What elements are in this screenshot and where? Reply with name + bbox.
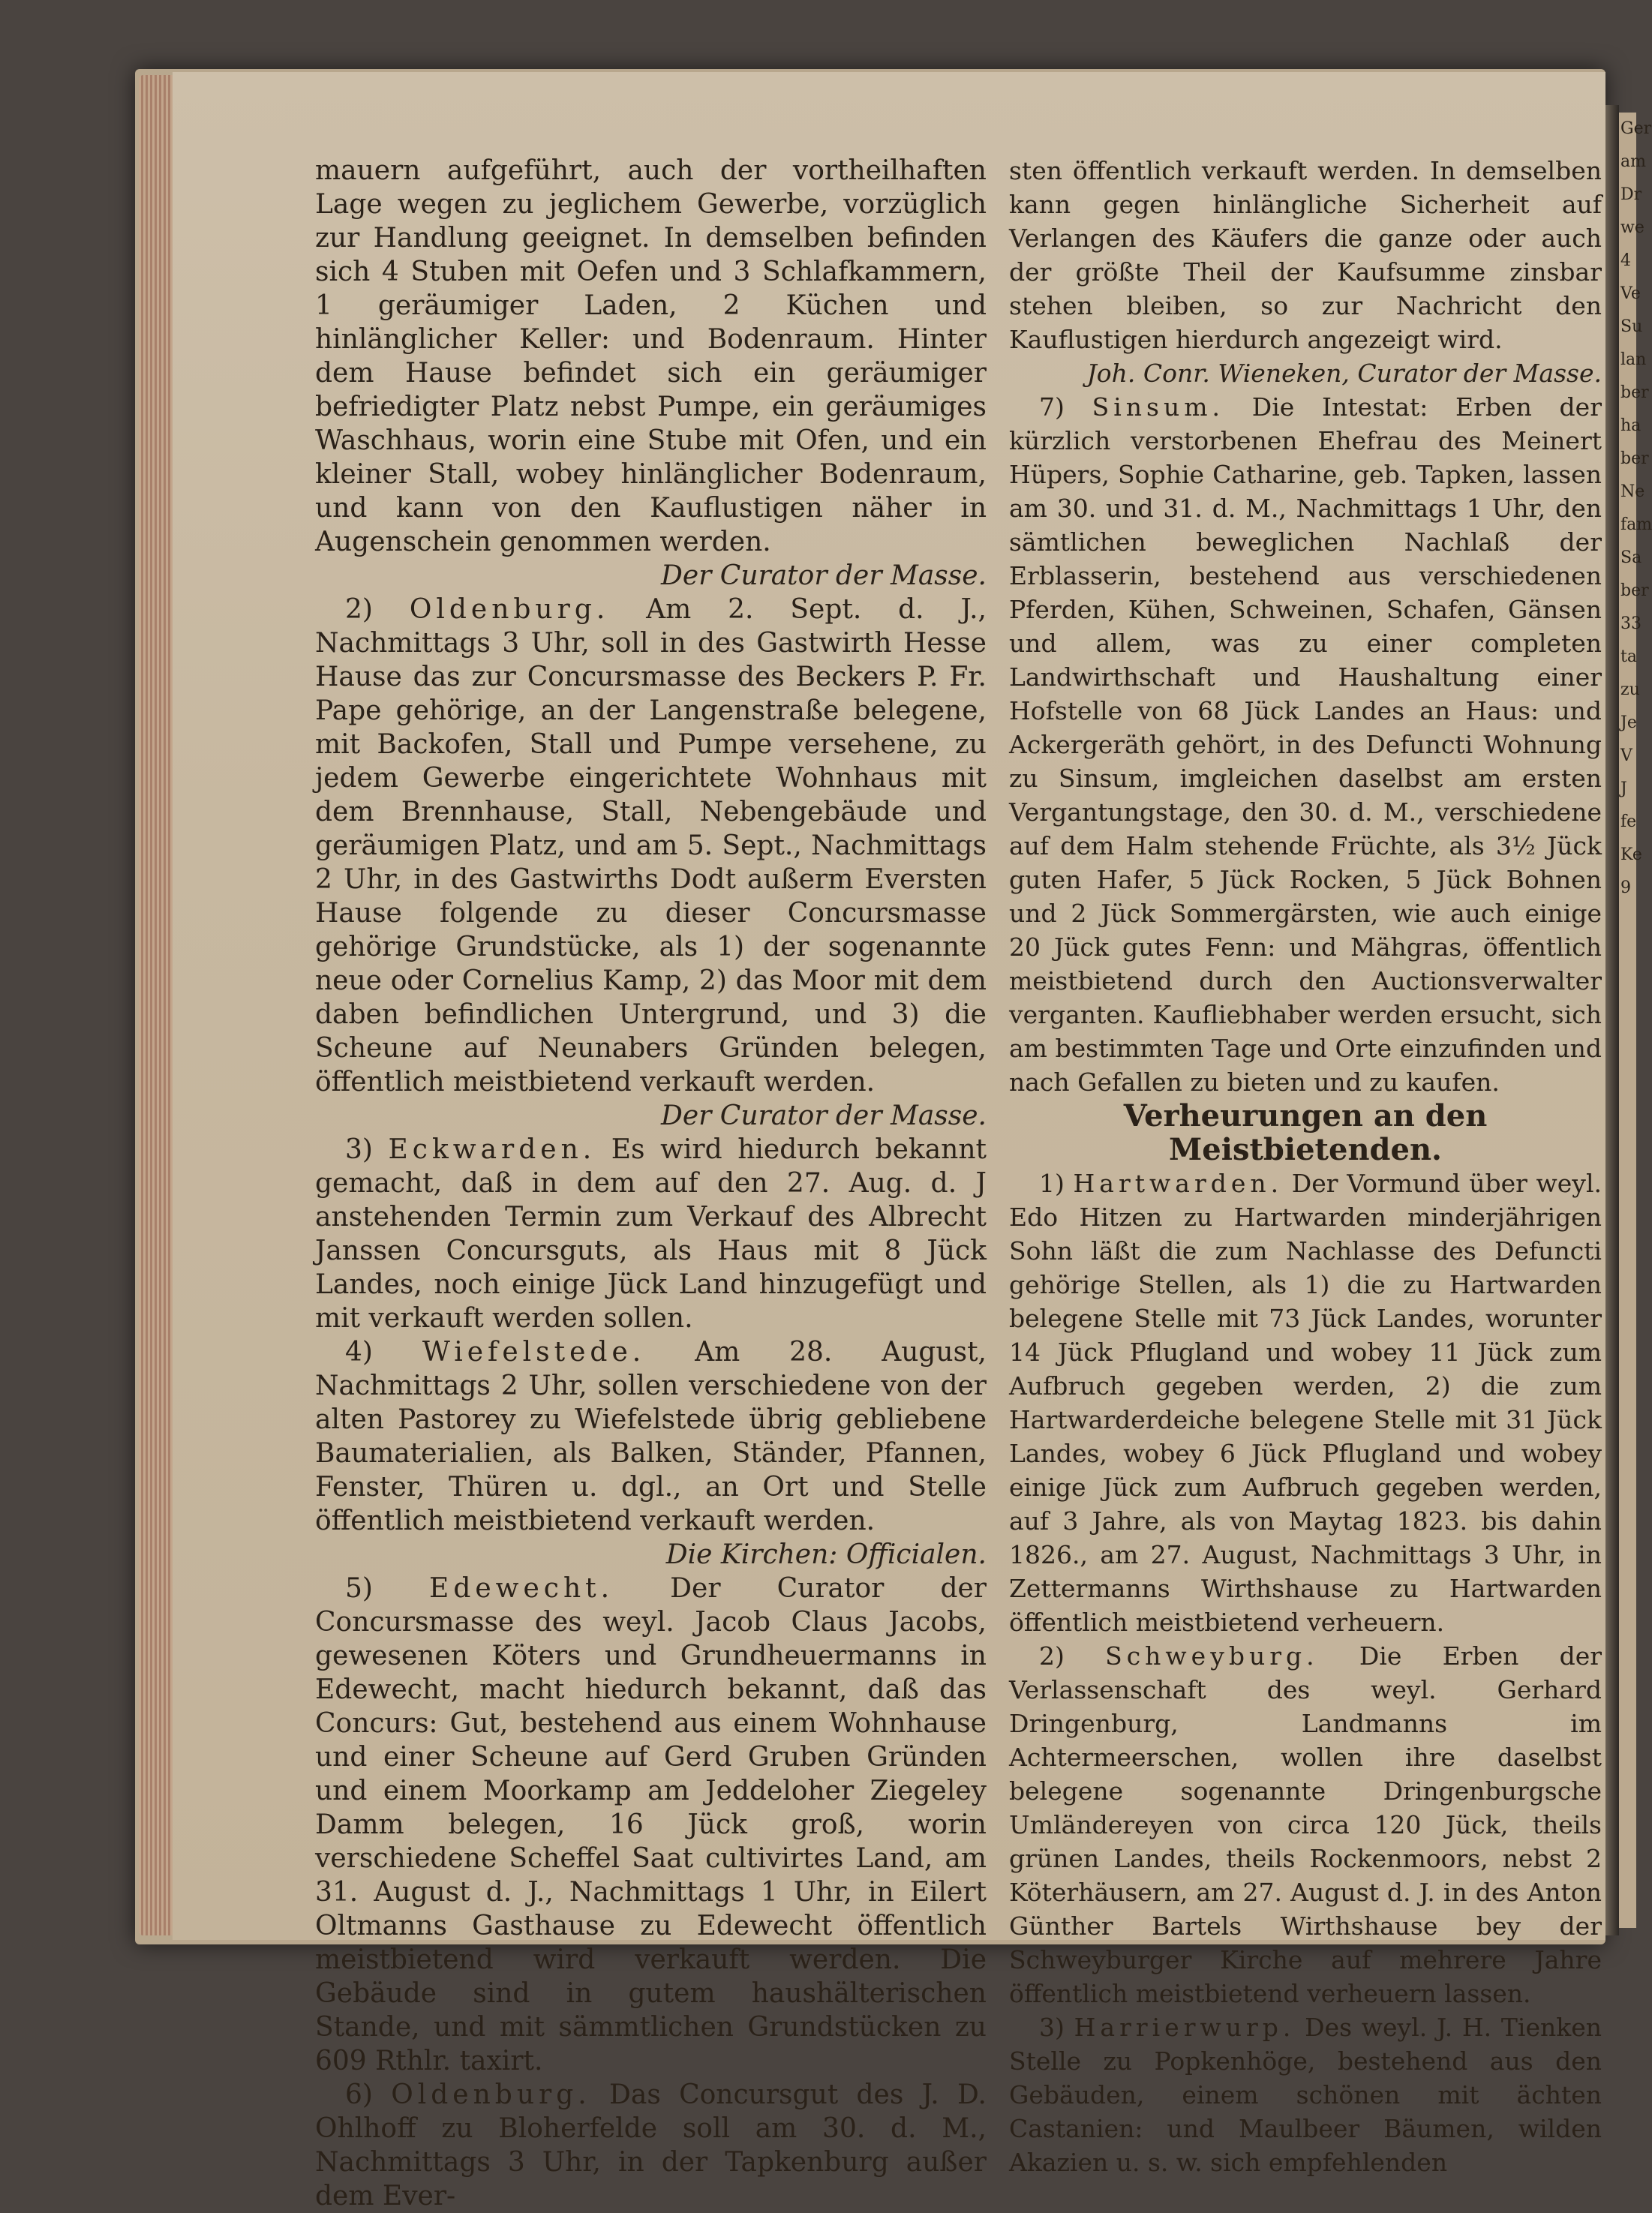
next-page-fragment: V	[1620, 746, 1632, 765]
next-page-fragment: Su	[1620, 317, 1643, 336]
notice-3: 3) Eckwarden. Es wird hiedurch bekannt gemacht, daß in dem auf den 27. Aug. d. J anstehenden Termin zum Verkauf des Albrecht Janssen Concursguts, als Haus mit 8 Jück Landes, noch einige Jück Land hinzugefügt und mit verkauft werden sollen.	[315, 1134, 987, 1334]
place-name: Eckwarden.	[388, 1134, 596, 1165]
next-page-fragment: ber	[1620, 581, 1649, 600]
next-page-fragment: Ve	[1620, 284, 1641, 303]
place-name: Hartwarden.	[1073, 1169, 1284, 1198]
left-column	[315, 154, 987, 2213]
next-page-fragment: fe	[1620, 812, 1637, 831]
next-page-fragment: ha	[1620, 416, 1641, 435]
next-page-fragment: Ke	[1620, 845, 1642, 864]
notice-2: 2) Oldenburg. Am 2. Sept. d. J., Nachmittags 3 Uhr, soll in des Gastwirth Hesse Hause das zur Concursmasse des Beckers P. Fr. Pape gehörige, an der Langenstraße belegene, mit Backofen, Stall und Pumpe versehene, zu jedem Gewerbe eingerichtete Wohnhaus mit dem Brennhause, Stall, Nebengebäude und geräumigen Platz, und am 5. Sept., Nachmittags 2 Uhr, in des Gastwirths Dodt außerm Eversten Hause folgende zu dieser Concursmasse gehörige Grundstücke, als 1) der sogenannte neue oder Cornelius Kamp, 2) das Moor mit dem daben befindlichen Untergrund, und 3) die Scheune auf Neunabers Gründen belegen, öffentlich meistbietend verkauft werden. Der Curator der Masse.	[315, 594, 987, 1131]
place-name: Harrierwurp.	[1074, 2013, 1296, 2042]
place-name: Schweyburg.	[1105, 1641, 1319, 1671]
next-page-fragment: Ger	[1620, 119, 1652, 138]
notice-5: 5) Edewecht. Der Curator der Concursmasse des weyl. Jacob Claus Jacobs, gewesenen Köters und Grundheuermanns in Edewecht, macht hiedurch bekannt, daß das Concurs: Gut, bestehend aus einem Wohnhause und einer Scheune auf Gerd Gruben Gründen und einem Moorkamp am Jeddeloher Ziegeley Damm belegen, 16 Jück groß, worin verschiedene Scheffel Saat cultivirtes Land, am 31. August d. J., Nachmittags 1 Uhr, in Eilert Oltmanns Gasthause zu Edewecht öffentlich meistbietend wird verkauft werden. Die Gebäude sind in gutem haushälterischen Stande, und mit sämmtlichen Grundstücken zu 609 Rthlr. taxirt.	[315, 1573, 987, 2076]
next-page-fragment: Sa	[1620, 548, 1642, 567]
next-page-fragment: zu	[1620, 680, 1640, 699]
next-page-fragment: 9	[1620, 878, 1631, 897]
next-page-fragment: J	[1620, 779, 1627, 798]
paragraph: mauern aufgeführt, auch der vortheilhaften Lage wegen zu jeglichem Gewerbe, vorzüglich zur Handlung geeignet. In demselben befinden sich 4 Stuben mit Oefen und 3 Schlafkammern, 1 geräumiger Laden, 2 Küchen und hinlänglicher Keller: und Bodenraum. Hinter dem Hause befindet sich ein geräumiger befriedigter Platz nebst Pumpe, ein geräumiges Waschhaus, worin eine Stube mit Ofen, und ein kleiner Stall, wobey hinlänglicher Bodenraum, und kann von den Kauflustigen näher in Augenschein genommen werden. Der Curator der Masse.	[315, 155, 987, 591]
next-page-fragment: ber	[1620, 449, 1649, 468]
next-page-fragment: ta	[1620, 647, 1637, 666]
signature: Der Curator der Masse.	[660, 1100, 987, 1131]
next-page-fragment: am	[1620, 152, 1646, 171]
signature: Die Kirchen: Officialen.	[665, 1539, 987, 1570]
page-edges	[139, 75, 176, 1935]
place-name: Oldenburg.	[409, 594, 610, 625]
rental-3: 3) Harrierwurp. Des weyl. J. H. Tienken Stelle zu Popkenhöge, bestehend aus den Gebäuden, einem schönen mit ächten Castanien: und Maulbeer Bäumen, wilden Akazien u. s. w. sich empfehlenden	[1009, 2013, 1602, 2177]
section-heading: Verheurungen an den Meistbietenden.	[1123, 1098, 1488, 1167]
next-page-fragment: Je	[1620, 713, 1637, 732]
notice-7: 7) Sinsum. Die Intestat: Erben der kürzlich verstorbenen Ehefrau des Meinert Hüpers, Sophie Catharine, geb. Tapken, lassen am 30. und 31. d. M., Nachmittags 1 Uhr, den sämtlichen beweglichen Nachlaß der Erblasserin, bestehend aus verschiedenen Pferden, Kühen, Schweinen, Schafen, Gänsen und allem, was zu einer completen Landwirthschaft und Haushaltung einer Hofstelle von 68 Jück Landes an Haus: und Ackergeräth gehört, in des Defuncti Wohnung zu Sinsum, imgleichen daselbst am ersten Vergantungstage, den 30. d. M., verschiedene auf dem Halm stehende Früchte, als 3½ Jück guten Hafer, 5 Jück Rocken, 5 Jück Bohnen und 2 Jück Sommergärsten, wie auch einige 20 Jück gutes Fenn: und Mähgras, öffentlich meistbietend durch den Auctionsverwalter verganten. Kaufliebhaber werden ersucht, sich am bestimmten Tage und Orte einzufinden und nach Gefallen zu bieten und zu kaufen.	[1009, 392, 1602, 1097]
rental-1: 1) Hartwarden. Der Vormund über weyl. Edo Hitzen zu Hartwarden minderjährigen Sohn läßt die zum Nachlasse des Defuncti gehörige Stellen, als 1) die zu Hartwarden belegene Stelle mit 73 Jück Landes, worunter 14 Jück Pflugland und wobey 11 Jück zum Aufbruch gegeben werden, 2) die zum Hartwarderdeiche belegene Stelle mit 31 Jück Landes, wobey 6 Jück Pflugland und wobey einige Jück zum Aufbruch gegeben werden, auf 3 Jahre, als von Maytag 1823. bis dahin 1826., am 27. August, Nachmittags 3 Uhr, in Zettermanns Wirthshause zu Hartwarden öffentlich meistbietend verheuern.	[1009, 1169, 1602, 1637]
notice-4: 4) Wiefelstede. Am 28. August, Nachmittags 2 Uhr, sollen verschiedene von der alten Pastorey zu Wiefelstede übrig gebliebene Baumaterialien, als Balken, Ständer, Pfannen, Fenster, Thüren u. dgl., an Ort und Stelle öffentlich meistbietend verkauft werden. Die Kirchen: Officialen.	[315, 1337, 987, 1570]
paragraph: sten öffentlich verkauft werden. In demselben kann gegen hinlängliche Sicherheit auf Verlangen des Käufers die ganze oder auch der größte Theil der Kaufsumme zinsbar stehen bleiben, so zur Nachricht den Kauflustigen hierdurch angezeigt wird. Joh. Conr. Wieneken, Curator der Masse.	[1009, 154, 1602, 390]
next-page-fragment: 33	[1620, 614, 1641, 633]
place-name: Sinsum.	[1092, 392, 1224, 422]
notice-6: 6) Oldenburg. Das Concursgut des J. D. Ohlhoff zu Bloherfelde soll am 30. d. M., Nachmittags 3 Uhr, in der Tapkenburg außer dem Ever-	[315, 2079, 987, 2211]
place-name: Edewecht.	[429, 1573, 614, 1604]
next-page-fragment: lan	[1620, 350, 1647, 369]
book-spine	[1605, 105, 1619, 1935]
place-name: Wiefelstede.	[422, 1337, 646, 1368]
place-name: Oldenburg.	[391, 2079, 591, 2110]
next-page-fragment: 4	[1620, 251, 1631, 270]
next-page-edge	[1619, 113, 1652, 1928]
next-page-fragment: Ne	[1620, 482, 1645, 501]
next-page-fragment: we	[1620, 218, 1644, 237]
next-page-fragment: ber	[1620, 383, 1649, 402]
signature: Der Curator der Masse.	[660, 560, 987, 591]
rental-2: 2) Schweyburg. Die Erben der Verlassenschaft des weyl. Gerhard Dringenburg, Landmanns im Achtermeerschen, wollen ihre daselbst belegene sogenannte Dringenburgsche Umländereyen von circa 120 Jück, theils grünen Landes, theils Rockenmoors, nebst 2 Köterhäusern, am 27. August d. J. in des Anton Günther Bartels Wirthshause bey der Schweyburger Kirche auf mehrere Jahre öffentlich meistbietend verheuern lassen.	[1009, 1641, 1602, 2008]
right-column	[1009, 154, 1602, 2179]
next-page-fragment: fam	[1620, 515, 1652, 534]
next-page-fragment: Dr	[1620, 185, 1642, 204]
signature: Joh. Conr. Wieneken, Curator der Masse.	[1086, 359, 1602, 388]
